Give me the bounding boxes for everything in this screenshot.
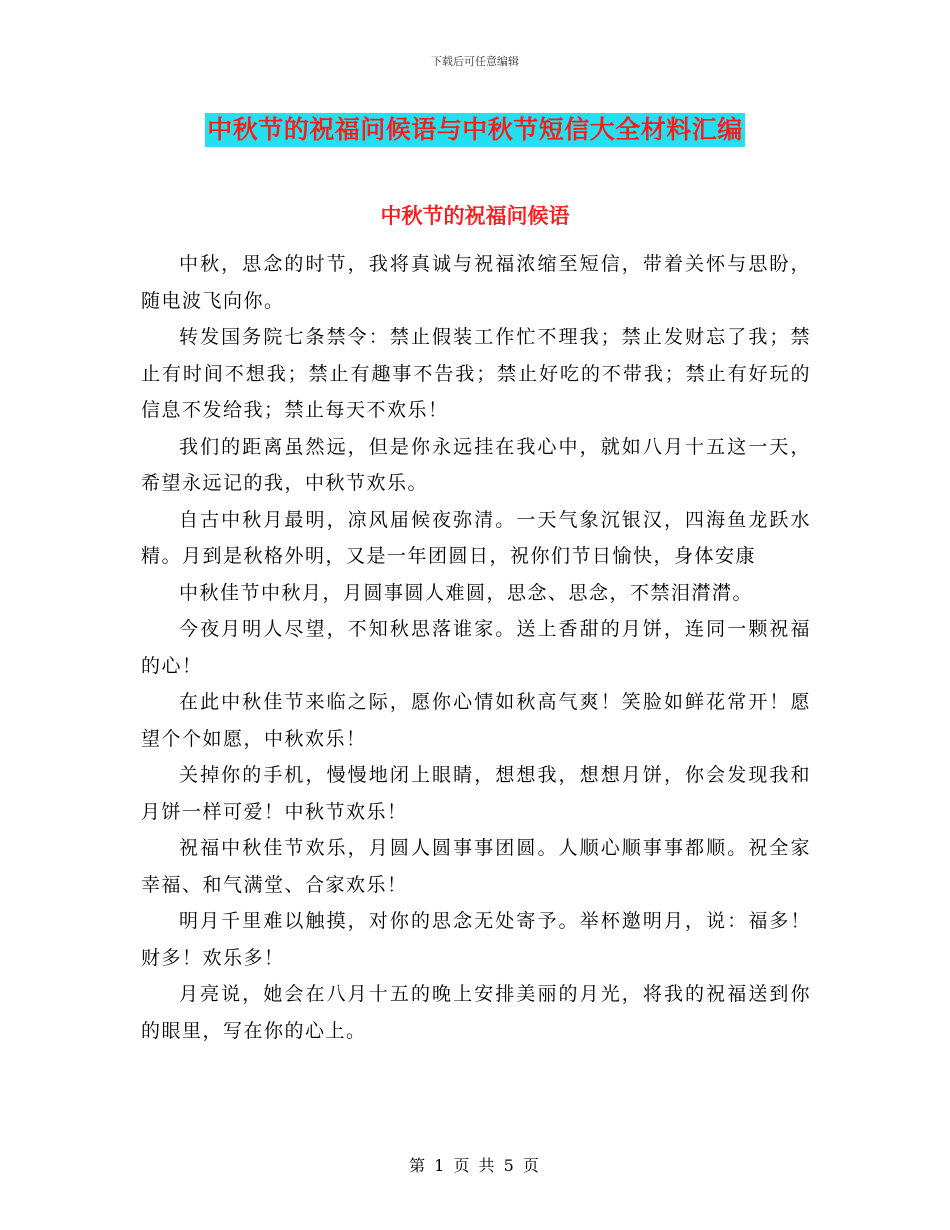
paragraph: 关掉你的手机，慢慢地闭上眼睛，想想我，想想月饼，你会发现我和月饼一样可爱！中秋节欢乐！ <box>141 764 811 823</box>
paragraph: 月亮说，她会在八月十五的晚上安排美丽的月光，将我的祝福送到你的眼里，写在你的心上。 <box>141 983 811 1042</box>
paragraph: 转发国务院七条禁令：禁止假装工作忙不理我；禁止发财忘了我；禁止有时间不想我；禁止有趣事不告我；禁止好吃的不带我；禁止有好玩的信息不发给我；禁止每天不欢乐！ <box>141 326 811 421</box>
header-note: 下载后可任意编辑 <box>431 55 519 68</box>
paragraph: 中秋，思念的时节，我将真诚与祝福浓缩至短信，带着关怀与思盼，随电波飞向你。 <box>141 253 811 312</box>
paragraph: 自古中秋月最明，凉风届候夜弥清。一天气象沉银汉，四海鱼龙跃水精。月到是秋格外明，又是一年团圆日，祝你们节日愉快，身体安康 <box>141 508 811 567</box>
section-title: 中秋节的祝福问候语 <box>380 204 570 228</box>
paragraph: 我们的距离虽然远，但是你永远挂在我心中，就如八月十五这一天，希望永远记的我，中秋节欢乐。 <box>141 435 811 494</box>
document-title-container <box>0 113 950 147</box>
document-body <box>141 246 811 1049</box>
paragraph: 祝福中秋佳节欢乐，月圆人圆事事团圆。人顺心顺事事都顺。祝全家幸福、和气满堂、合家欢乐！ <box>141 837 811 896</box>
paragraph: 今夜月明人尽望，不知秋思落谁家。送上香甜的月饼，连同一颗祝福的心！ <box>141 618 811 677</box>
page-number-footer: 第 1 页 共 5 页 <box>409 1156 541 1175</box>
document-title: 中秋节的祝福问候语与中秋节短信大全材料汇编 <box>205 113 745 147</box>
paragraph: 明月千里难以触摸，对你的思念无处寄予。举杯邀明月，说：福多！财多！欢乐多！ <box>141 910 811 969</box>
paragraph: 在此中秋佳节来临之际，愿你心情如秋高气爽！笑脸如鲜花常开！愿望个个如愿，中秋欢乐！ <box>141 691 811 750</box>
paragraph: 中秋佳节中秋月，月圆事圆人难圆，思念、思念，不禁泪潸潸。 <box>179 581 754 604</box>
